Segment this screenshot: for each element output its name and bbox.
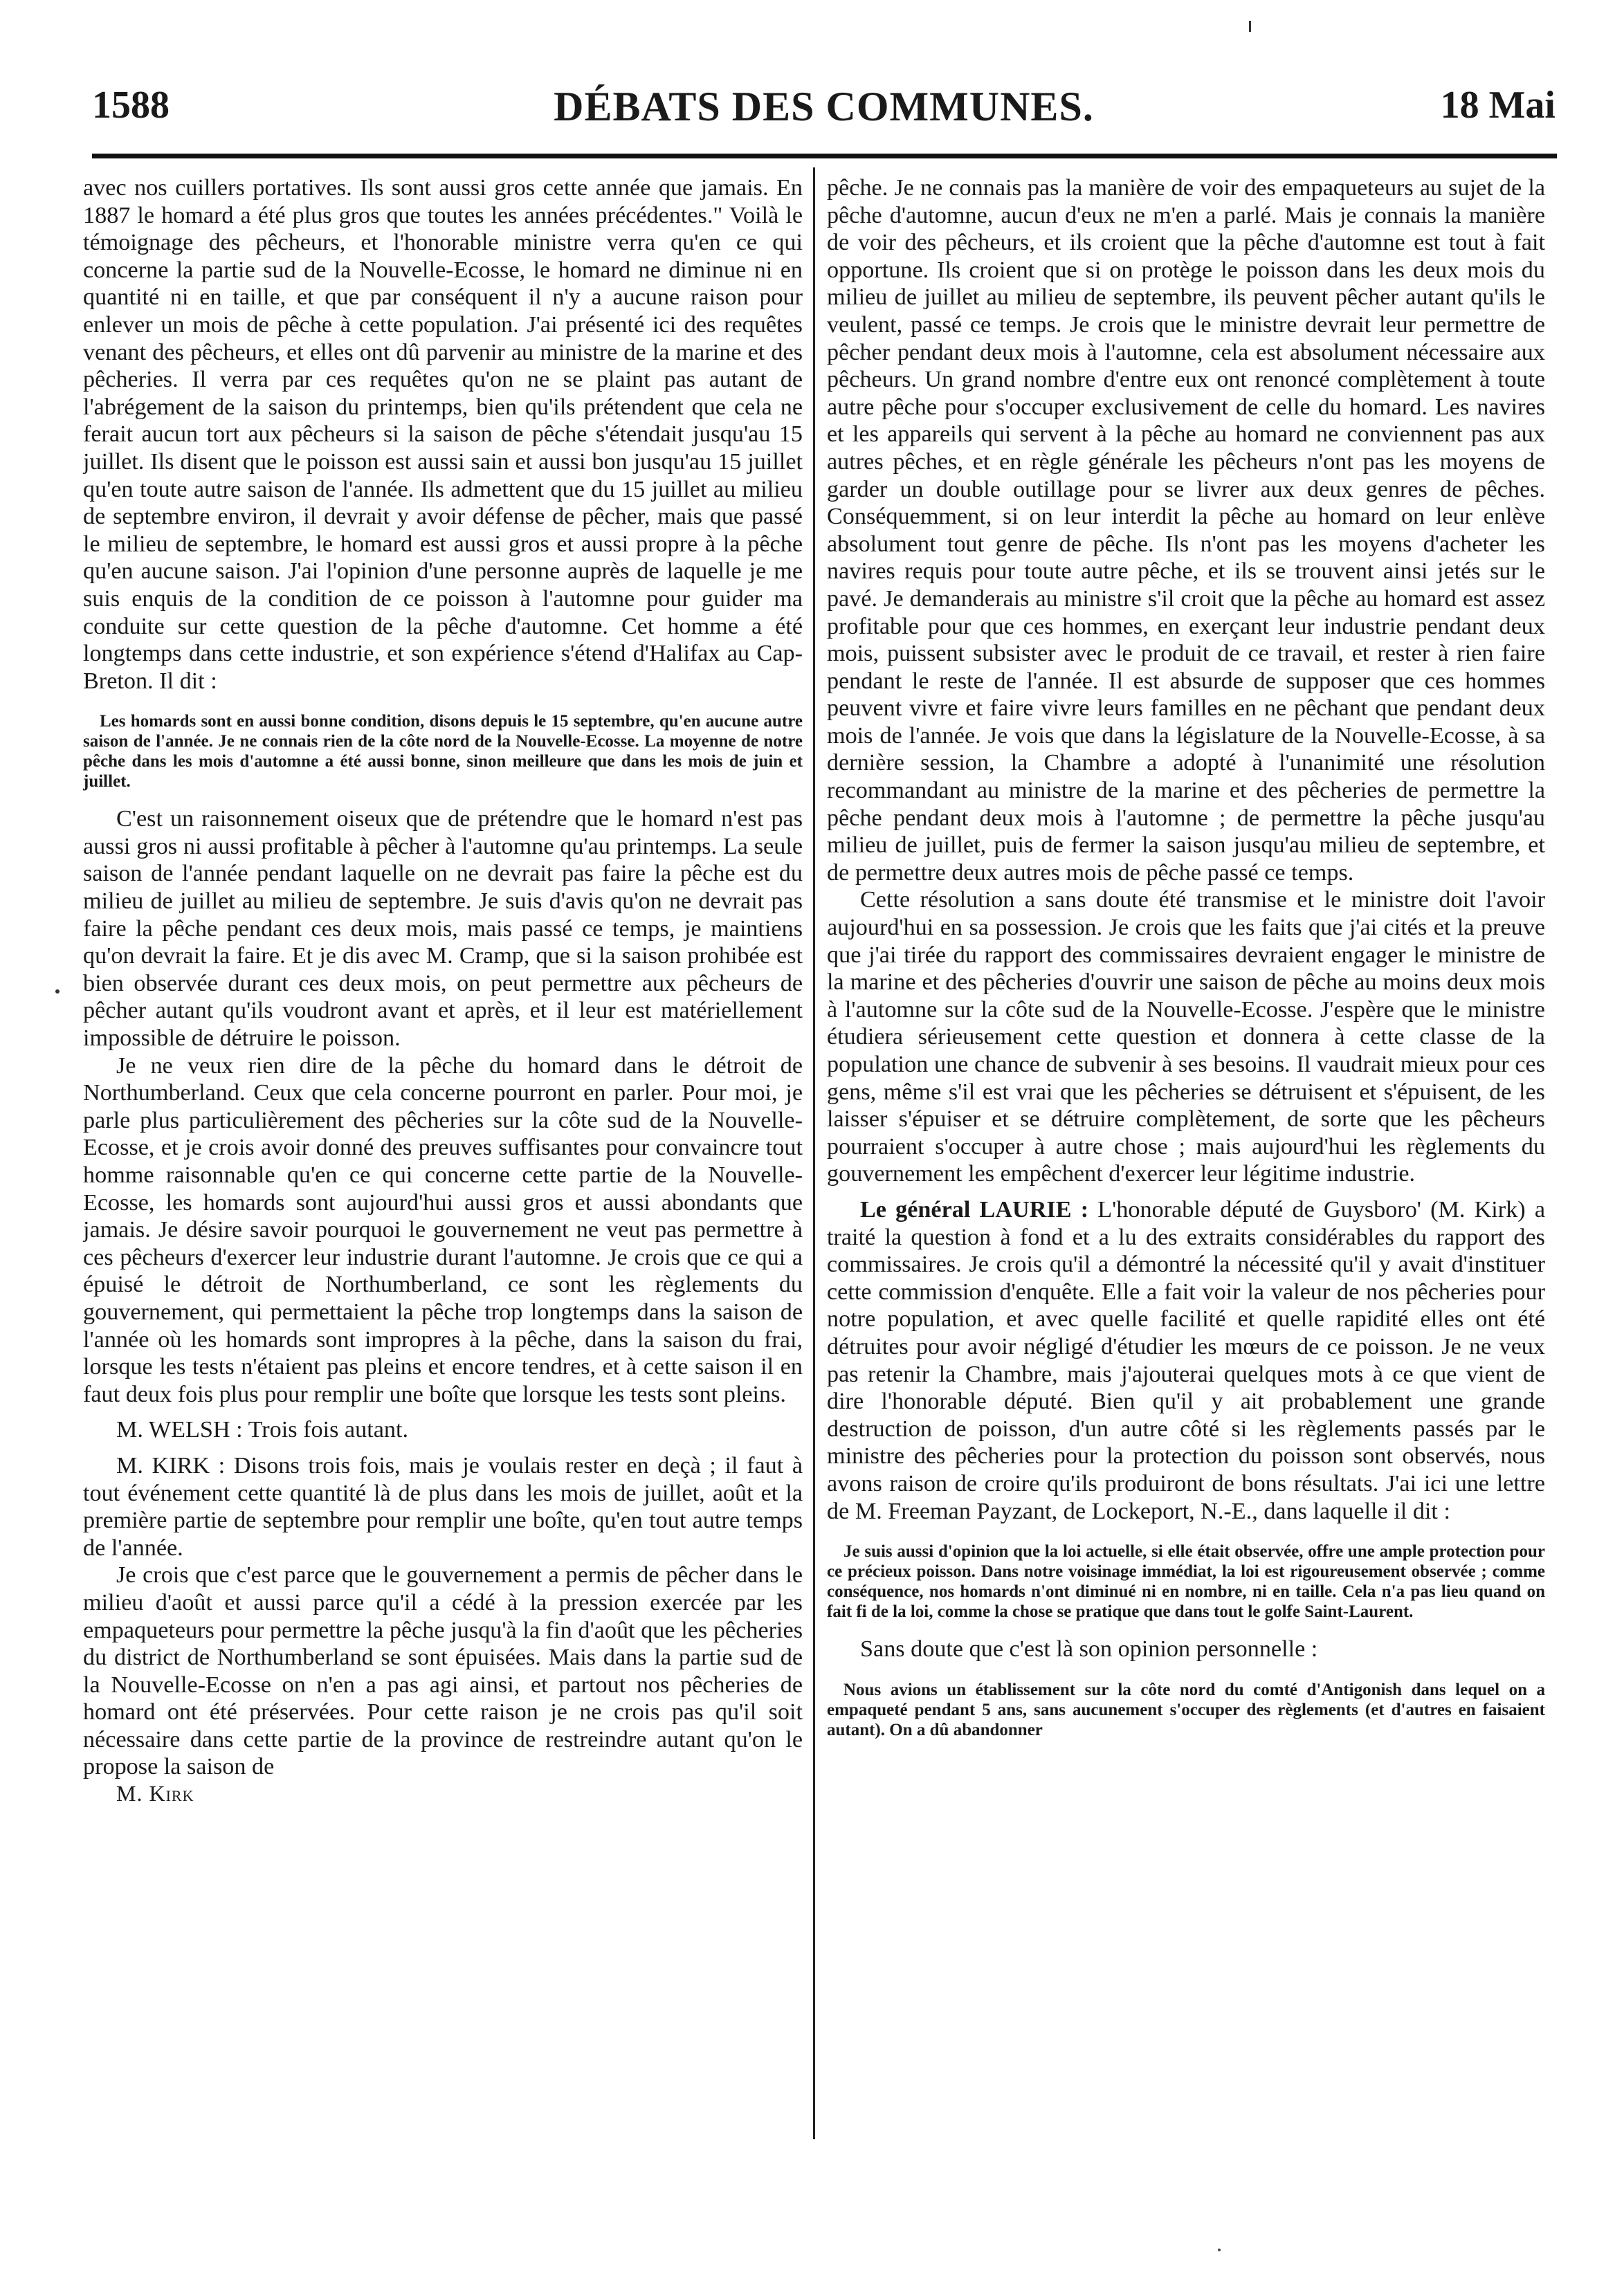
- quoted-testimony: Les homards sont en aussi bonne condition, disons depuis le 15 septembre, qu'en aucune autre saison de l'année. Je ne connais rien de la côte nord de la Nouvelle-Ecosse. La moyenne de notre pêche dans les mois d'automne a été aussi bonne, sinon meilleure que dans les mois de juin et juillet.: [83, 712, 803, 791]
- speech-text: L'honorable député de Guysboro' (M. Kirk) a traité la question à fond et a lu des extraits considérables du rapport des commissaires. Je crois qu'il a démontré la nécessité qu'il y avait d'instituer cette commission d'enquête. Elle a fait voir la valeur de nos pêcheries pour notre population, et avec quelle facilité et quelle rapidité elles ont été détruites pour avoir négligé d'étudier les mœurs de ce poisson. Je ne veux pas retenir la Chambre, mais j'ajouterai quelques mots à ce que vient de dire l'honorable député. Bien qu'il y ait probablement une grande destruction de poisson, d'un autre côté si les règlements passés par le ministre des pêcheries pour la protection du poisson sont observés, nous avons raison de croire qu'ils produiront de bons résultats. J'ai ici une lettre de M. Freeman Payzant, de Lockeport, N.-E., dans laquelle il dit :: [827, 1196, 1545, 1524]
- speech-text: Trois fois autant.: [248, 1417, 409, 1443]
- left-column: [83, 174, 803, 2167]
- margin-dot-mark: [55, 989, 60, 994]
- journal-title: DÉBATS DES COMMUNES.: [554, 84, 1094, 129]
- speech-text: Disons trois fois, mais je voulais rester en deçà ; il faut à tout événement cette quantité là de plus dans les mois de juillet, août et la première partie de septembre pour remplir une boîte, qu'en tout autre temps de l'année.: [83, 1452, 803, 1561]
- paragraph: pêche. Je ne connais pas la manière de voir des empaqueteurs au sujet de la pêche d'automne, aucun d'eux ne m'en a parlé. Mais je connais la manière de voir des pêcheurs, et ils croient que la pêche d'automne est tout à fait opportune. Ils croient que si on protège le poisson dans les deux mois du milieu de juillet au milieu de septembre, ils peuvent pêcher autant qu'ils le veulent, passé ce temps. Je crois que le ministre devrait leur permettre de pêcher pendant deux mois à l'automne, cela est absolument nécessaire aux pêcheurs. Un grand nombre d'entre eux ont renoncé complètement à toute autre pêche pour s'occuper exclusivement de celle du homard. Les navires et les appareils qui servent à la pêche au homard ne conviennent pas aux autres pêches, et en règle générale les pêcheurs n'ont pas les moyens de garder un double outillage pour se livrer aux deux genres de pêches. Conséquemment, si on leur interdit la pêche au homard on leur enlève absolument tout genre de pêche. Ils n'ont pas les moyens d'acheter les navires requis pour toute autre pêche, et ils se trouvent ainsi jetés sur le pavé. Je demanderais au ministre s'il croit que la pêche au homard est assez profitable pour que ces hommes, en exerçant leur industrie pendant deux mois, puissent subsister avec le produit de ce travail, et rester à rien faire pendant le reste de l'année. Il est absurde de supposer que ces hommes peuvent vivre et faire vivre leurs familles en ne pêchant que pendant deux mois de l'année. Je vois que dans la législature de la Nouvelle-Ecosse, à sa dernière session, la Chambre a adopté à l'unanimité une résolution recommandant au ministre de la marine et des pêcheries de permettre la pêche pendant deux mois à l'automne ; de permettre la pêche jusqu'au milieu de juillet, puis de fermer la saison jusqu'au milieu de septembre, et de permettre deux autres mois de pêche passé ce temps.: [827, 175, 1545, 886]
- column-divider: [813, 167, 815, 2139]
- margin-tick-mark: [1249, 21, 1251, 32]
- header-rule: [92, 154, 1557, 158]
- quoted-letter: Je suis aussi d'opinion que la loi actuelle, si elle était observée, offre une ample protection pour ce précieux poisson. Dans notre voisinage immédiat, la loi est rigoureusement observée ; comme conséquence, nos homards n'ont diminué ni en nombre, ni en taille. Cela n'a pas lieu quand on fait fi de la loi, comme la chose se pratique que dans tout le golfe Saint-Laurent.: [827, 1542, 1545, 1622]
- speech-welsh: [83, 1416, 803, 1444]
- speaker-name: M. WELSH :: [116, 1417, 243, 1443]
- right-column: [827, 174, 1545, 2167]
- paragraph: C'est un raisonnement oiseux que de prétendre que le homard n'est pas aussi gros ni aussi profitable à pêcher à l'automne qu'au printemps. La seule saison de l'année pendant laquelle on ne devrait pas faire la pêche est du milieu de juillet au milieu de septembre. Je suis d'avis qu'on ne devrait pas faire la pêche pendant ces deux mois, mais passé ce temps, je maintiens qu'on devrait la faire. Et je dis avec M. Cramp, que si la saison prohibée est bien observée durant ces deux mois, on peut permettre aux pêcheurs de pêcher autant qu'ils voudront avant et après, et il leur est matériellement impossible de détruire le poisson.: [83, 806, 803, 1052]
- margin-dot-mark: [1218, 2249, 1221, 2251]
- page-signature: M. Kirk: [116, 1781, 194, 1806]
- paragraph: Je ne veux rien dire de la pêche du homard dans le détroit de Northumberland. Ceux que cela concerne pourront en parler. Pour moi, je parle plus particulièrement des pêcheries sur la côte sud de la Nouvelle-Ecosse, et je crois avoir donné des preuves suffisantes pour convaincre tout homme raisonnable qu'en ce qui concerne cette partie de la Nouvelle-Ecosse, les homards sont aujourd'hui aussi gros et aussi abondants que jamais. Je désire savoir pourquoi le gouvernement ne veut pas permettre à ces pêcheurs d'exercer leur industrie durant l'automne. Je crois que ce qui a épuisé le détroit de Northumberland, ce sont les règlements du gouvernement, qui permettaient la pêche trop longtemps dans la saison de l'année où les homards sont impropres à la pêche, dans la saison du frai, lorsque les tests n'étaient pas pleins et encore tendres, et à cette saison il en faut deux fois plus pour remplir une boîte que lorsque les tests sont pleins.: [83, 1052, 803, 1407]
- page-header: [92, 83, 1555, 138]
- paragraph: Sans doute que c'est là son opinion personnelle :: [860, 1636, 1318, 1663]
- speech-kirk: [83, 1452, 803, 1562]
- speaker-name: M. KIRK :: [116, 1452, 226, 1479]
- speaker-name: Le général LAURIE :: [860, 1196, 1089, 1223]
- speech-laurie: [827, 1196, 1545, 1525]
- paragraph: Je crois que c'est parce que le gouvernement a permis de pêcher dans le milieu d'août et aussi parce qu'il a cédé à la pression exercée par les empaqueteurs pour permettre la pêche jusqu'à la fin d'août que les pêcheries du district de Northumberland se sont épuisées. Mais dans la partie sud de la Nouvelle-Ecosse on n'en a pas agi ainsi, et partout nos pêcheries de homard ont été préservées. Pour cette raison je ne crois pas qu'il soit nécessaire dans cette partie de la province de restreindre autant qu'on le propose la saison de: [83, 1562, 803, 1780]
- page-number: 1588: [92, 84, 170, 127]
- paragraph: Cette résolution a sans doute été transmise et le ministre doit l'avoir aujourd'hui en sa possession. Je crois que les faits que j'ai cités et la preuve que j'ai tirée du rapport des commissaires devraient engager le ministre de la marine et des pêcheries d'ouvrir une saison de pêche au moins deux mois à l'automne sur la côte sud de la Nouvelle-Ecosse. J'espère que le ministre étudiera sérieusement cette question et donnera à cette classe de la population une chance de subvenir à ses besoins. Il vaudrait mieux pour ces gens, même s'il est vrai que les pêcheries se détruisent et s'épuisent, de les laisser s'épuiser et se détruire complètement, de sorte que les pêcheurs pourraient s'occuper à autre chose ; mais aujourd'hui les règlements du gouvernement les empêchent d'exercer leur légitime industrie.: [827, 887, 1545, 1187]
- page-date: 18 Mai: [1440, 84, 1555, 127]
- quoted-letter: Nous avions un établissement sur la côte nord du comté d'Antigonish dans lequel on a empaqueté pendant 5 ans, sans aucunement s'occuper des règlements (et d'autres en faisaient autant). On a dû abandonner: [827, 1680, 1545, 1739]
- paragraph: avec nos cuillers portatives. Ils sont aussi gros cette année que jamais. En 1887 le homard a été plus gros que toutes les années précédentes." Voilà le témoignage des pêcheurs, et l'honorable ministre verra qu'en ce qui concerne la partie sud de la Nouvelle-Ecosse, le homard ne diminue ni en quantité ni en taille, et que par conséquent il n'y a aucune raison pour enlever un mois de pêche à cette population. J'ai présenté ici des requêtes venant des pêcheurs, et elles ont dû parvenir au ministre de la marine et des pêcheries. Il verra par ces requêtes qu'on ne se plaint pas autant de l'abrégement de la saison du printemps, bien qu'ils prétendent que cela ne ferait aucun tort aux pêcheurs si la saison de pêche s'étendait jusqu'au 15 juillet. Ils disent que le poisson est aussi sain et aussi bon jusqu'au 15 juillet qu'en toute autre saison de l'année. Ils admettent que du 15 juillet au milieu de septembre environ, il devrait y avoir défense de pêcher, mais que passé le milieu de septembre, le homard est aussi gros et aussi propre à la pêche qu'en aucune saison. J'ai l'opinion d'une personne auprès de laquelle je me suis enquis de la condition de ce poisson à l'automne pour guider ma conduite sur cette question de la pêche d'automne. Cet homme a été longtemps dans cette industrie, et son expérience s'étend d'Halifax au Cap-Breton. Il dit :: [83, 175, 803, 694]
